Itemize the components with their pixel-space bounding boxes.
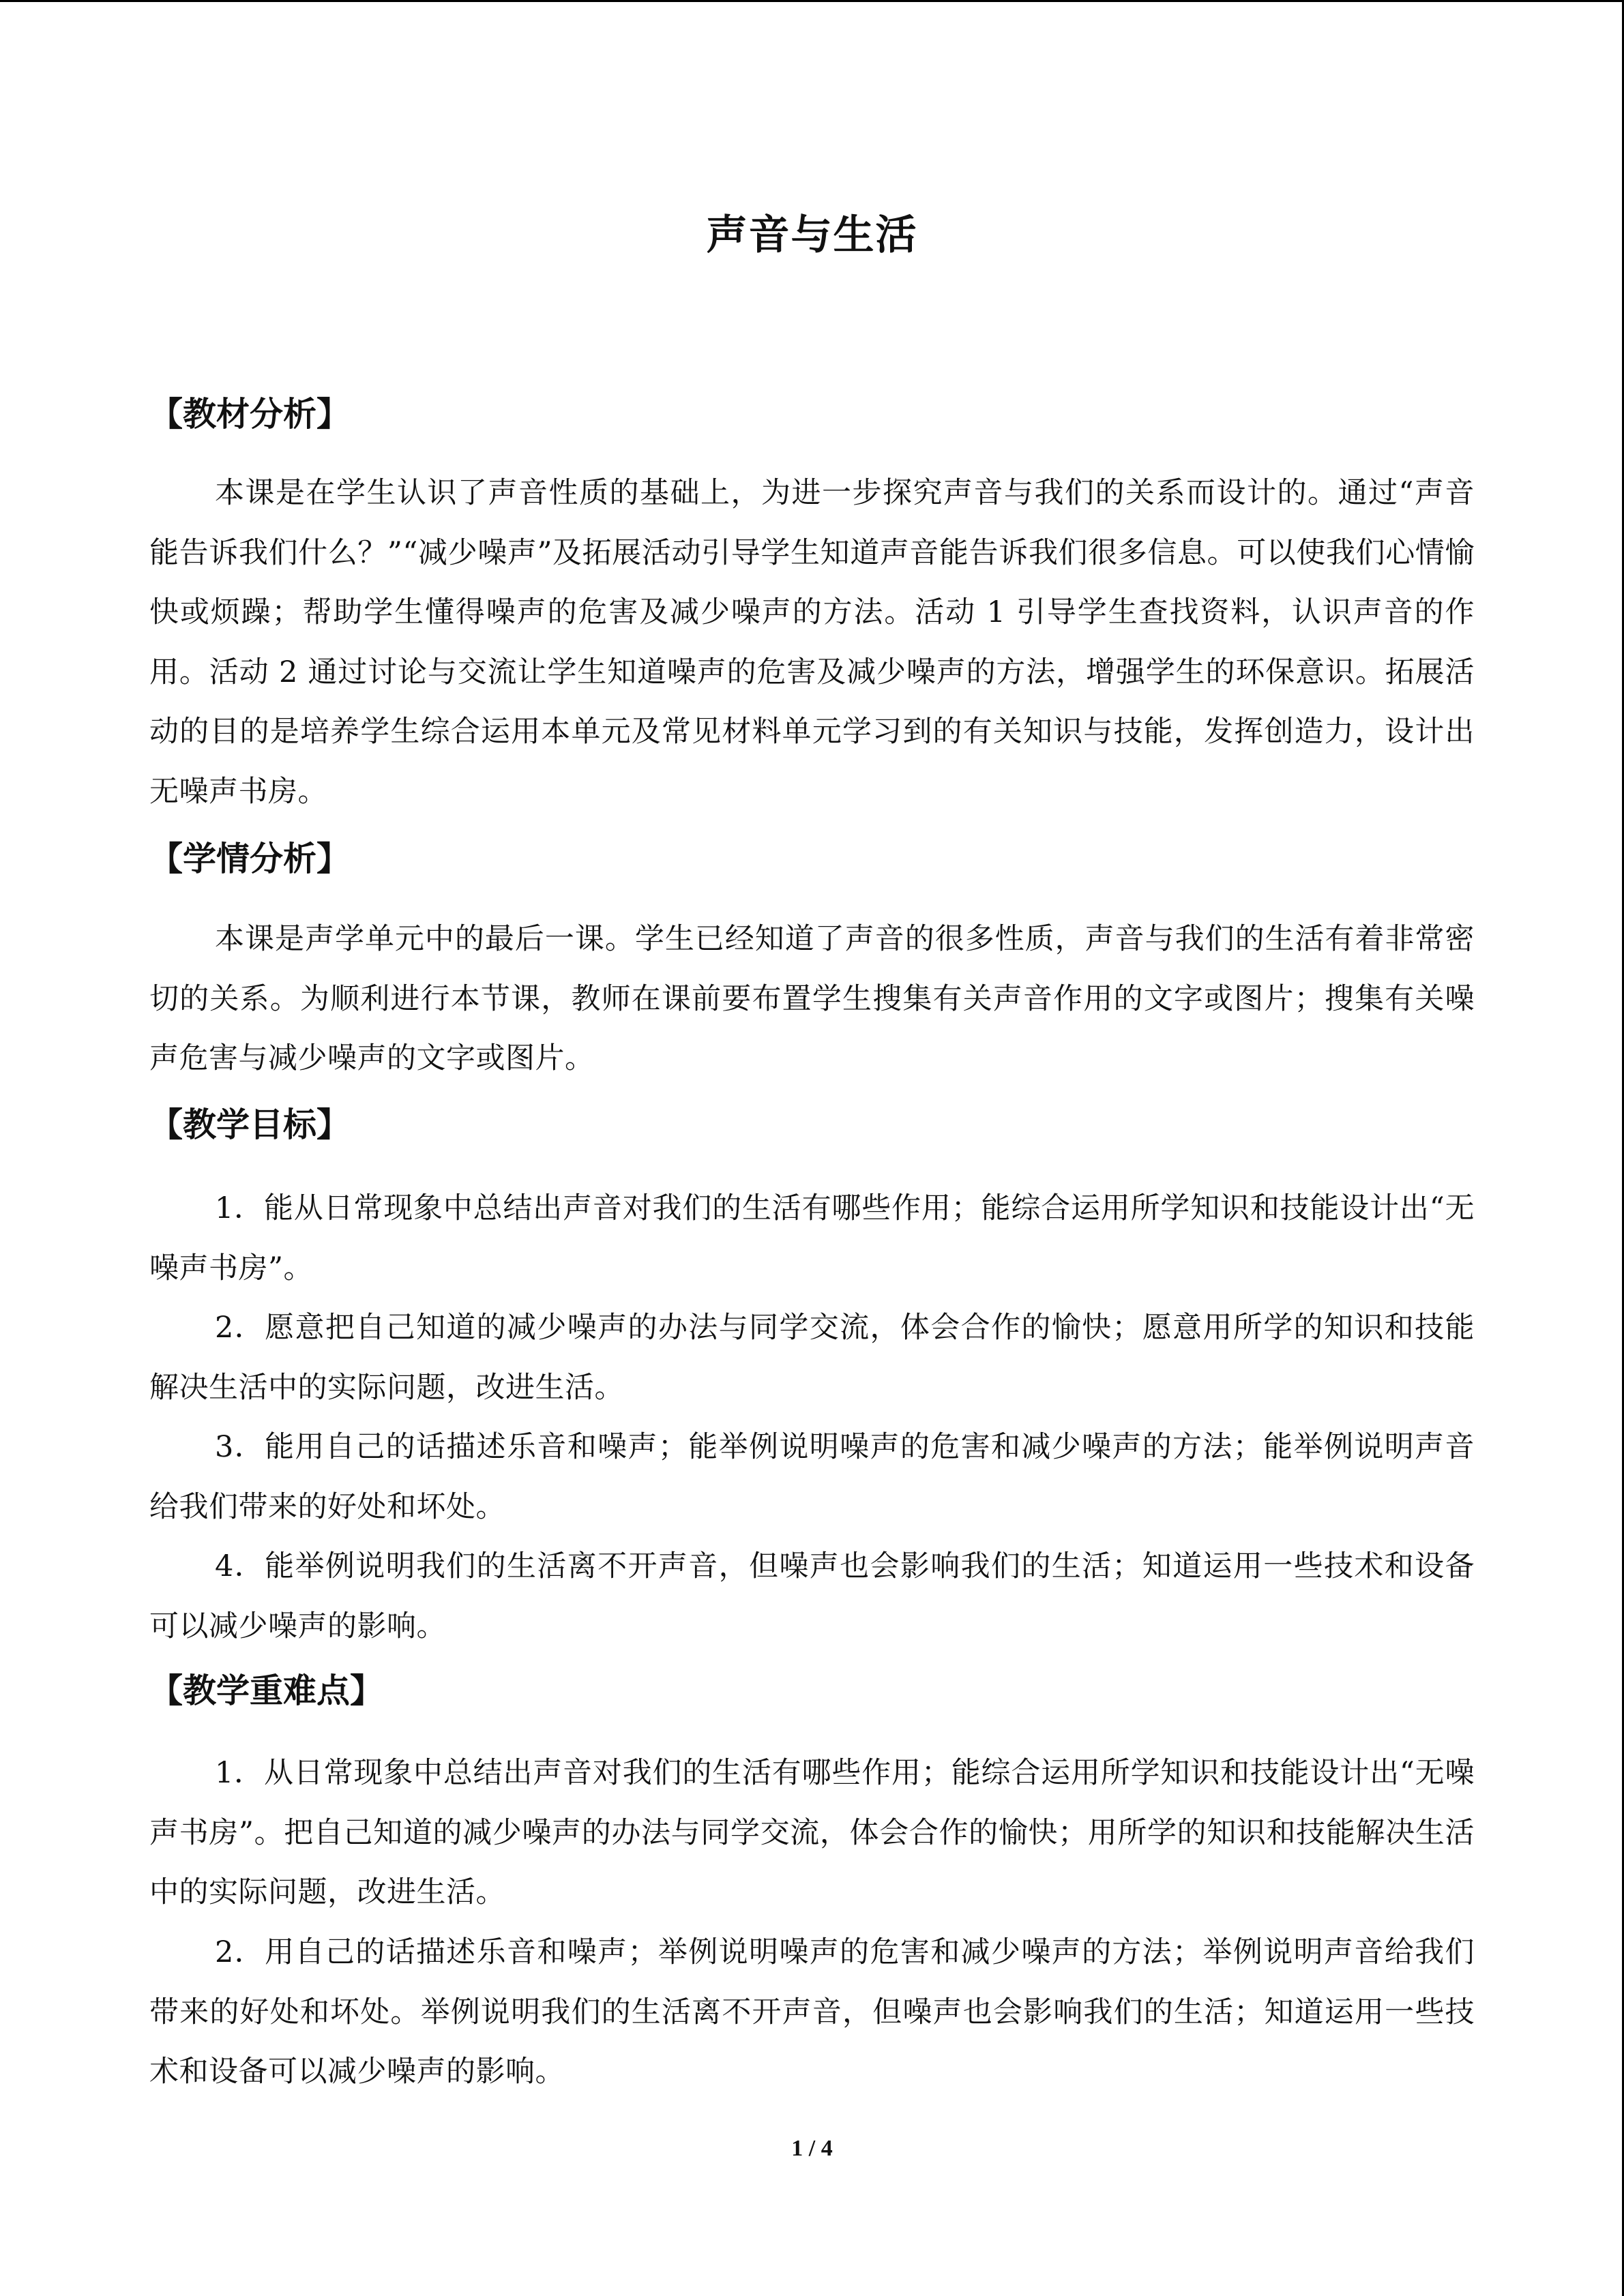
- section-heading-teaching-objectives: 【教学目标】: [149, 1105, 351, 1144]
- page-border-top: [0, 0, 1624, 2]
- section-heading-key-points: 【教学重难点】: [149, 1671, 384, 1710]
- textbook-analysis-paragraph: 本课是在学生认识了声音性质的基础上，为进一步探究声音与我们的关系而设计的。通过“声音能告诉我们什么？”“减少噪声”及拓展活动引导学生知道声音能告诉我们很多信息。可以使我们心情愉快或烦躁；帮助学生懂得噪声的危害及减少噪声的方法。活动 1 引导学生查找资料，认识声音的作用。活动 2 通过讨论与交流让学生知道噪声的危害及减少噪声的方法，增强学生的环保意识。拓展活动的目的是培养学生综合运用本单元及常见材料单元学习到的有关知识与技能，发挥创造力，设计出无噪声书房。: [149, 476, 1475, 809]
- document-title: 声音与生活: [706, 211, 918, 259]
- page-number: 1 / 4: [791, 2136, 833, 2161]
- objective-item-1: 1．能从日常现象中总结出声音对我们的生活有哪些作用；能综合运用所学知识和技能设计出“无噪声书房”。: [149, 1191, 1475, 1285]
- objective-item-2: 2．愿意把自己知道的减少噪声的办法与同学交流，体会合作的愉快；愿意用所学的知识和技能解决生活中的实际问题，改进生活。: [149, 1311, 1475, 1405]
- section-heading-textbook-analysis: 【教材分析】: [149, 395, 351, 434]
- key-point-item-2: 2．用自己的话描述乐音和噪声；举例说明噪声的危害和减少噪声的方法；举例说明声音给我们带来的好处和坏处。举例说明我们的生活离不开声音，但噪声也会影响我们的生活；知道运用一些技术和设备可以减少噪声的影响。: [149, 1935, 1475, 2089]
- objective-item-3: 3．能用自己的话描述乐音和噪声；能举例说明噪声的危害和减少噪声的方法；能举例说明声音给我们带来的好处和坏处。: [149, 1430, 1475, 1524]
- section-heading-learner-analysis: 【学情分析】: [149, 839, 351, 878]
- learner-analysis-paragraph: 本课是声学单元中的最后一课。学生已经知道了声音的很多性质，声音与我们的生活有着非常密切的关系。为顺利进行本节课，教师在课前要布置学生搜集有关声音作用的文字或图片；搜集有关噪声危害与减少噪声的文字或图片。: [149, 922, 1475, 1075]
- objective-item-4: 4．能举例说明我们的生活离不开声音，但噪声也会影响我们的生活；知道运用一些技术和设备可以减少噪声的影响。: [149, 1549, 1475, 1643]
- key-point-item-1: 1．从日常现象中总结出声音对我们的生活有哪些作用；能综合运用所学知识和技能设计出“无噪声书房”。把自己知道的减少噪声的办法与同学交流，体会合作的愉快；用所学的知识和技能解决生活中的实际问题，改进生活。: [149, 1756, 1475, 1909]
